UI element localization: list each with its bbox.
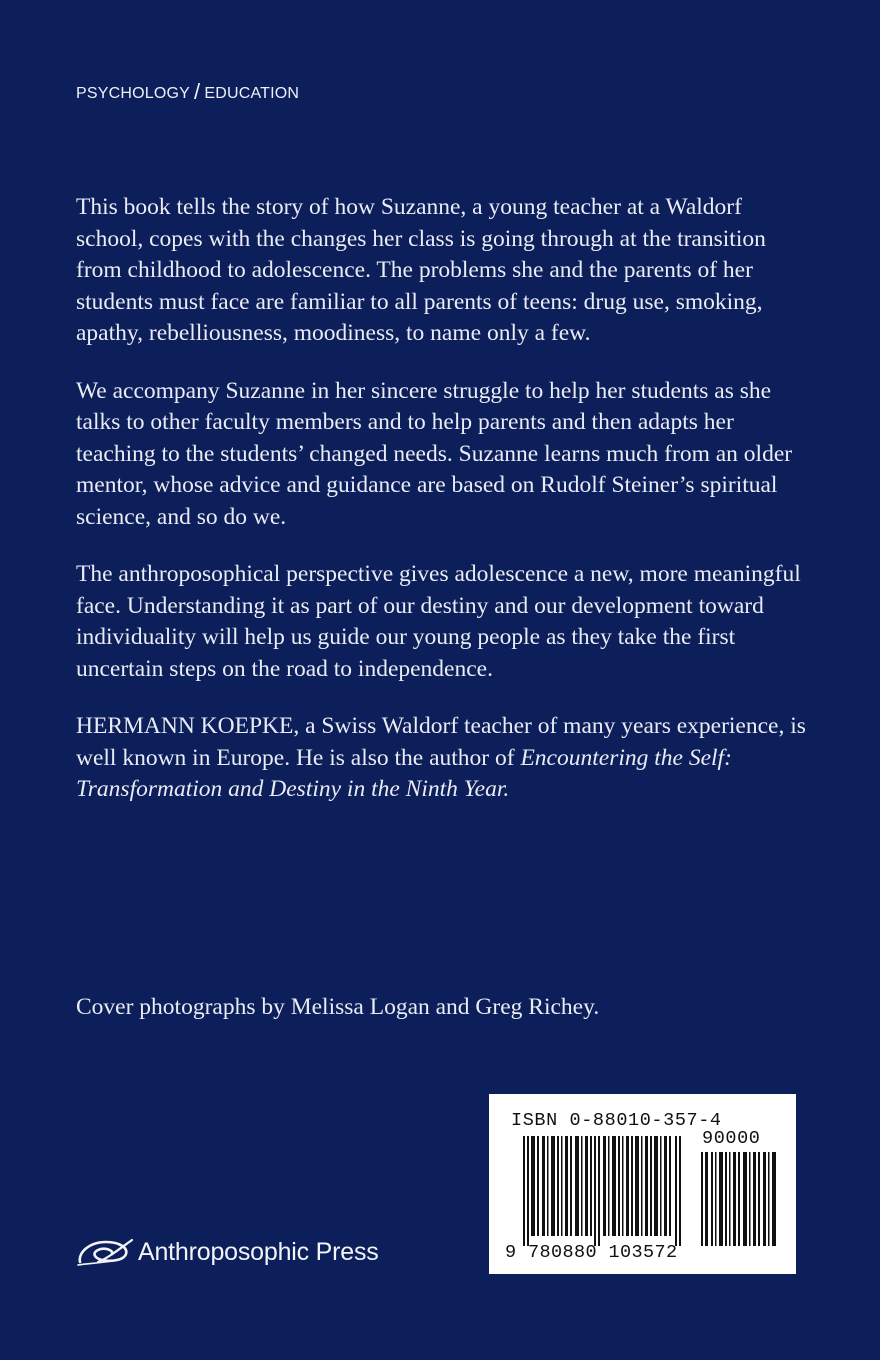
- author-bio-text: HERMANN KOEPKE, a Swiss Waldorf teacher of many years experience, is well known in Europe. He is also the author of: [76, 713, 806, 771]
- category-education: EDUCATION: [204, 85, 300, 102]
- category-psychology: PSYCHOLOGY: [76, 85, 191, 102]
- description-paragraph-3: The anthroposophical perspective gives adolescence a new, more meaningful face. Understanding it as part of our destiny and our development toward individuality will help us guide our young people as they take the first uncertain steps on the road to independence.: [76, 561, 801, 682]
- description-paragraph-2: We accompany Suzanne in her sincere struggle to help her students as she talks to other faculty members and to help parents and then adapts her teaching to the students’ changed needs. Suzanne learns much from an older mentor, whose advice and guidance are based on Rudolf Steiner’s spiritual science, and so do we.: [76, 377, 793, 530]
- book-description: [76, 192, 806, 806]
- description-paragraph-1: This book tells the story of how Suzanne, a young teacher at a Waldorf school, copes with the changes her class is going through at the transition from childhood to adolescence. The problems she and the parents of her students must face are familiar to all parents of teens: drug use, smoking, apathy, rebelliousness, moodiness, to name only a few.: [76, 194, 766, 346]
- barcode-main-bars: [523, 1136, 681, 1246]
- photo-credits: Cover photographs by Melissa Logan and Greg Richey.: [76, 994, 600, 1020]
- isbn-label: ISBN 0-88010-357-4: [511, 1110, 722, 1131]
- ean-digits: 9 780880 103572: [505, 1242, 678, 1263]
- barcode-addon-price: 90000: [702, 1128, 761, 1149]
- publisher-name: Anthroposophic Press: [138, 1237, 379, 1266]
- publisher-imprint: [76, 1232, 379, 1272]
- isbn-barcode: [489, 1094, 796, 1274]
- barcode-addon-bars: [701, 1152, 779, 1246]
- other-book-title: Encountering the Self: Transformation and Destiny in the Ninth Year.: [76, 744, 732, 802]
- category-separator: /: [194, 79, 201, 104]
- quill-swirl-logo-icon: [76, 1232, 134, 1272]
- author-bio: [76, 711, 806, 806]
- category-label: [76, 78, 299, 104]
